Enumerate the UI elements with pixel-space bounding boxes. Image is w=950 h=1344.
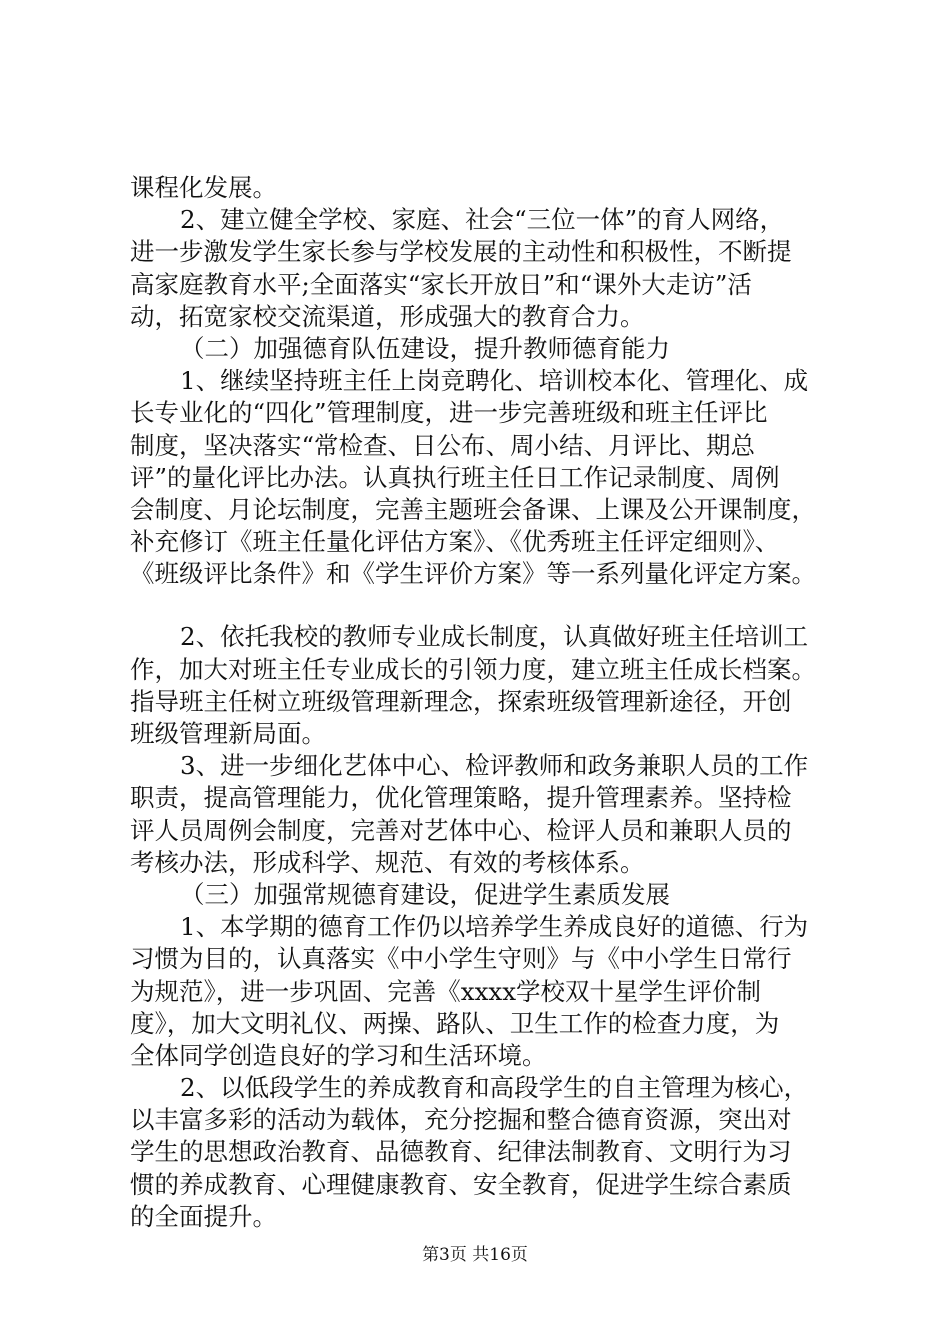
paragraph-gap bbox=[130, 590, 840, 621]
paragraph-line: 职责，提高管理能力，优化管理策略，提升管理素养。坚持检 bbox=[130, 783, 792, 813]
paragraph-line: 1、本学期的德育工作仍以培养学生养成良好的道德、行为 bbox=[180, 912, 809, 942]
paragraph-line: 评”的量化评比办法。认真执行班主任日工作记录制度、周例 bbox=[130, 462, 780, 492]
paragraph-line: 惯的养成教育、心理健康教育、安全教育，促进学生综合素质 bbox=[130, 1169, 792, 1199]
paragraph-line: 2、以低段学生的养成教育和高段学生的自主管理为核心， bbox=[180, 1073, 809, 1103]
paragraph-line: 制度，坚决落实“常检查、日公布、周小结、月评比、期总 bbox=[130, 430, 756, 460]
paragraph-line: 为规范》，进一步巩固、完善《xxxx学校双十星学生评价制 bbox=[130, 976, 762, 1006]
paragraph-line: 指导班主任树立班级管理新理念，探索班级管理新途径，开创 bbox=[130, 686, 792, 716]
paragraph-line: 课程化发展。 bbox=[130, 173, 277, 202]
paragraph-line: 度》，加大文明礼仪、两操、路队、卫生工作的检查力度，为 bbox=[130, 1008, 780, 1038]
paragraph-line: 作，加大对班主任专业成长的引领力度，建立班主任成长档案。 bbox=[130, 654, 816, 684]
paragraph-line: 高家庭教育水平;全面落实“家长开放日”和“课外大走访”活 bbox=[130, 269, 752, 299]
paragraph-line: 2、依托我校的教师专业成长制度，认真做好班主任培训工 bbox=[180, 622, 809, 652]
paragraph-line: 习惯为目的，认真落实《中小学生守则》与《中小学生日常行 bbox=[130, 944, 792, 974]
paragraph-line: 的全面提升。 bbox=[130, 1201, 277, 1231]
paragraph-line: 补充修订《班主任量化评估方案》、《优秀班主任评定细则》、 bbox=[130, 527, 780, 557]
paragraph-line: 考核办法，形成科学、规范、有效的考核体系。 bbox=[130, 847, 645, 877]
paragraph-line: 1、继续坚持班主任上岗竞聘化、培训校本化、管理化、成 bbox=[180, 366, 809, 396]
paragraph-line: 《班级评比条件》和《学生评价方案》等一系列量化评定方案。 bbox=[130, 559, 816, 589]
paragraph-line: 评人员周例会制度，完善对艺体中心、检评人员和兼职人员的 bbox=[130, 815, 792, 845]
paragraph-line: 动，拓宽家校交流渠道，形成强大的教育合力。 bbox=[130, 301, 645, 331]
page-number-footer: 第3页 共16页 bbox=[422, 1245, 528, 1265]
section-heading: （三）加强常规德育建设，促进学生素质发展 bbox=[180, 879, 670, 909]
paragraph-line: 2、建立健全学校、家庭、社会“三位一体”的育人网络， bbox=[180, 205, 785, 235]
paragraph-line: 学生的思想政治教育、品德教育、纪律法制教育、文明行为习 bbox=[130, 1137, 792, 1167]
paragraph-line: 3、进一步细化艺体中心、检评教师和政务兼职人员的工作 bbox=[180, 751, 809, 781]
paragraph-line: 班级管理新局面。 bbox=[130, 719, 326, 748]
paragraph-line: 会制度、月论坛制度，完善主题班会备课、上课及公开课制度， bbox=[130, 494, 816, 524]
paragraph-line: 进一步激发学生家长参与学校发展的主动性和积极性，不断提 bbox=[130, 237, 792, 267]
body-text bbox=[130, 172, 840, 1233]
section-heading: （二）加强德育队伍建设，提升教师德育能力 bbox=[180, 333, 670, 363]
paragraph-line: 全体同学创造良好的学习和生活环境。 bbox=[130, 1040, 547, 1070]
paragraph-line: 长专业化的“四化”管理制度，进一步完善班级和班主任评比 bbox=[130, 398, 768, 428]
paragraph-line: 以丰富多彩的活动为载体，充分挖掘和整合德育资源，突出对 bbox=[130, 1105, 792, 1135]
